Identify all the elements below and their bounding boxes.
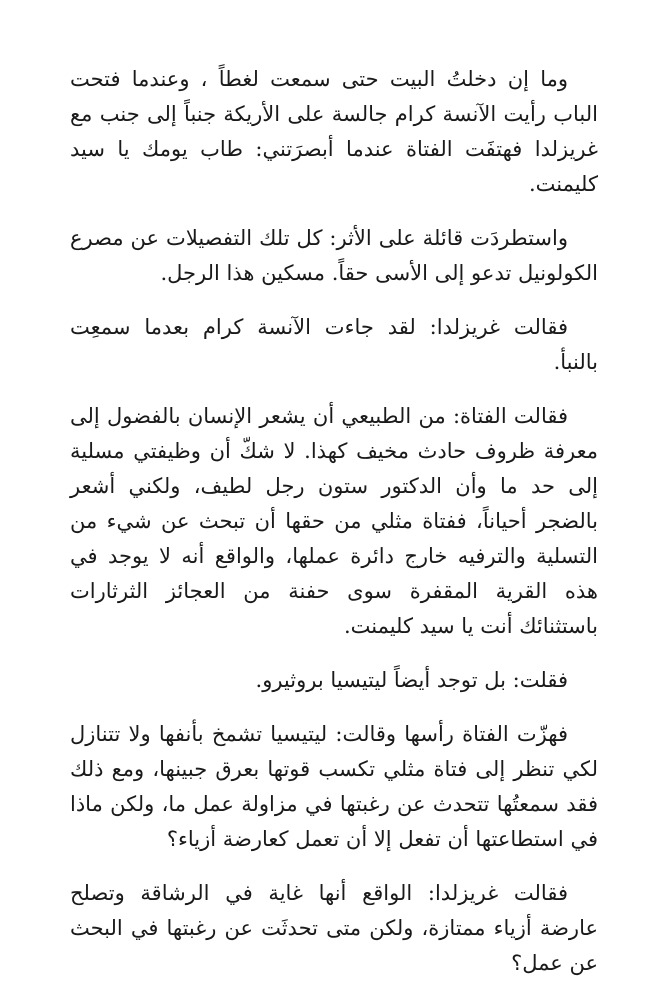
paragraph-3: فقالت غريزلدا: لقد جاءت الآنسة كرام بعدما سمعِت بالنبأ.: [70, 315, 598, 374]
paragraph-7: فقالت غريزلدا: الواقع أنها غاية في الرشاقة وتصلح عارضة أزياء ممتازة، ولكن متى تحدثَت عن رغبتها في البحث عن عمل؟: [70, 881, 598, 975]
paragraph-1: وما إن دخلتُ البيت حتى سمعت لغطاً ، وعندما فتحت الباب رأيت الآنسة كرام جالسة على الأريكة جنباً إلى جنب مع غريزلدا فهتفَت الفتاة عندما أبصرَتني: طاب يومك يا سيد كليمنت.: [70, 67, 598, 196]
paragraph-6: فهزّت الفتاة رأسها وقالت: ليتيسيا تشمخ بأنفها ولا تتنازل لكي تنظر إلى فتاة مثلي تكسب قوتها بعرق جبينها، ومع ذلك فقد سمعتُها تتحدث عن رغبتها في مزاولة عمل ما، ولكن ماذا في استطاعتها أن تفعل إلا أن تعمل كعارضة أزياء؟: [70, 722, 598, 851]
paragraph-4: فقالت الفتاة: من الطبيعي أن يشعر الإنسان بالفضول إلى معرفة ظروف حادث مخيف كهذا. لا شكّ أن وظيفتي مسلية إلى حد ما وأن الدكتور ستون رجل لطيف، ولكني أشعر بالضجر أحياناً، ففتاة مثلي من حقها أن تبحث عن شيء من التسلية والترفيه خارج دائرة عملها، والواقع أنه لا يوجد في هذه القرية المقفرة سوى حفنة من العجائز الثرثارات باستثنائك أنت يا سيد كليمنت.: [70, 404, 598, 638]
paragraph-2: واستطردَت قائلة على الأثر: كل تلك التفصيلات عن مصرع الكولونيل تدعو إلى الأسى حقاً. مسكين هذا الرجل.: [70, 226, 598, 285]
paragraph-5: فقلت: بل توجد أيضاً ليتيسيا بروثيرو.: [255, 668, 568, 692]
book-page-text: [70, 62, 598, 981]
